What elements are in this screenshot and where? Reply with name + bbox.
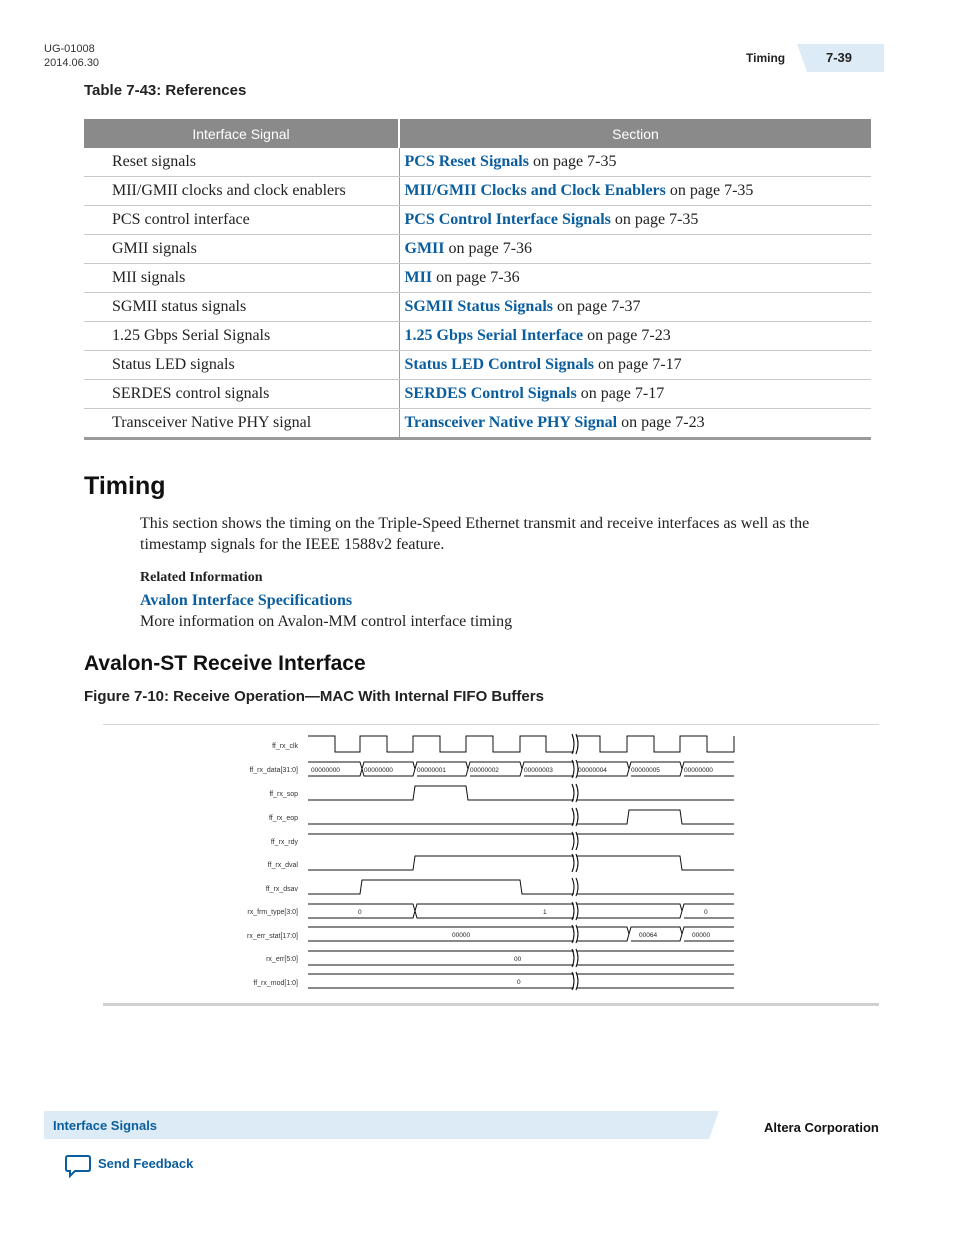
- avalon-heading: Avalon-ST Receive Interface: [84, 652, 366, 675]
- table-row: [84, 380, 871, 409]
- column-header: Section: [399, 119, 871, 148]
- err-stat-waveform: [308, 927, 734, 941]
- err-value: 00: [514, 956, 522, 963]
- timing-heading: Timing: [84, 472, 166, 500]
- signal-cell: SERDES control signals: [84, 380, 399, 409]
- section-link[interactable]: PCS Reset Signals: [404, 153, 529, 170]
- table-row: [84, 409, 871, 439]
- data-value: 00000005: [631, 767, 660, 774]
- frm-type-waveform: [308, 904, 734, 918]
- table-header-row: [84, 119, 871, 148]
- signal-label: ff_rx_clk: [272, 743, 298, 750]
- section-link[interactable]: MII: [404, 269, 433, 286]
- data-value: 00000000: [684, 767, 713, 774]
- err-stat-value: 00064: [639, 932, 658, 939]
- column-header: Interface Signal: [84, 119, 399, 148]
- mod-waveform: [308, 974, 734, 988]
- avalon-spec-link[interactable]: Avalon Interface Specifications: [140, 592, 353, 609]
- speech-bubble-icon[interactable]: [65, 1154, 91, 1178]
- figure-caption: Figure 7-10: Receive Operation—MAC With Internal FIFO Buffers: [84, 688, 544, 705]
- timing-diagram: [240, 732, 740, 994]
- page-ref: on page 7-35: [614, 211, 699, 228]
- page-ref: on page 7-17: [580, 385, 665, 402]
- section-cell: [399, 264, 871, 293]
- send-feedback-link[interactable]: Send Feedback: [98, 1156, 194, 1171]
- section-cell: [399, 148, 871, 177]
- data-value: 00000004: [578, 767, 607, 774]
- signal-cell: Reset signals: [84, 148, 399, 177]
- signal-label: ff_rx_sop: [269, 791, 298, 798]
- section-cell: [399, 351, 871, 380]
- section-link[interactable]: 1.25 Gbps Serial Interface: [404, 327, 584, 344]
- table-row: [84, 206, 871, 235]
- section-cell: [399, 235, 871, 264]
- signal-cell: PCS control interface: [84, 206, 399, 235]
- signal-label: ff_rx_eop: [268, 815, 298, 822]
- section-link[interactable]: SGMII Status Signals: [404, 298, 553, 315]
- signal-label: ff_rx_data[31:0]: [249, 767, 298, 774]
- section-link[interactable]: MII/GMII Clocks and Clock Enablers: [404, 182, 666, 199]
- footer-section-link[interactable]: Interface Signals: [53, 1118, 158, 1133]
- signal-label: ff_rx_dsav: [265, 886, 298, 893]
- figure-bottom-rule: [103, 1003, 879, 1006]
- section-link[interactable]: Status LED Control Signals: [404, 356, 595, 373]
- page-ref: on page 7-35: [532, 153, 617, 170]
- page-ref: on page 7-23: [587, 327, 671, 344]
- eop-waveform: [308, 810, 734, 824]
- table-row: [84, 322, 871, 351]
- signal-label: ff_rx_mod[1:0]: [253, 980, 298, 987]
- data-value: 00000000: [311, 767, 340, 774]
- data-value: 00000003: [524, 767, 553, 774]
- section-cell: [399, 380, 871, 409]
- frm-type-value: 0: [704, 909, 708, 916]
- section-cell: [399, 322, 871, 351]
- data-value: 00000001: [417, 767, 446, 774]
- signal-cell: GMII signals: [84, 235, 399, 264]
- dsav-waveform: [308, 880, 734, 894]
- timing-body-text: This section shows the timing on the Triple-Speed Ethernet transmit and receive interfaces as well as the timestamp signals for the IEEE 1588v2 feature.: [140, 515, 810, 553]
- signal-label: ff_rx_dval: [267, 862, 298, 869]
- section-link[interactable]: Transceiver Native PHY Signal: [404, 414, 618, 431]
- section-link[interactable]: GMII: [404, 240, 445, 257]
- data-value: 00000000: [364, 767, 393, 774]
- table-row: [84, 177, 871, 206]
- page-ref: on page 7-37: [557, 298, 641, 315]
- table-row: [84, 264, 871, 293]
- frm-type-value: 1: [543, 909, 547, 916]
- signal-cell: 1.25 Gbps Serial Signals: [84, 322, 399, 351]
- page-number: 7-39: [826, 50, 853, 65]
- page-ref: on page 7-23: [621, 414, 705, 431]
- data-value: 00000002: [470, 767, 499, 774]
- figure-top-rule: [103, 724, 879, 725]
- footer-company: Altera Corporation: [764, 1120, 879, 1135]
- document-id: [44, 42, 99, 70]
- table-row: [84, 148, 871, 177]
- signal-label: rx_frm_type[3:0]: [247, 909, 298, 916]
- section-link[interactable]: PCS Control Interface Signals: [404, 211, 611, 228]
- table-row: [84, 235, 871, 264]
- doc-number: UG-01008: [44, 43, 95, 55]
- page-ref: on page 7-17: [598, 356, 682, 373]
- related-information-heading: Related Information: [140, 570, 263, 585]
- page-ref: on page 7-36: [448, 240, 533, 257]
- related-description: More information on Avalon-MM control interface timing: [140, 613, 513, 630]
- signal-cell: Transceiver Native PHY signal: [84, 409, 399, 439]
- header-section-title: Timing: [746, 51, 786, 65]
- signal-label: rx_err_stat[17:0]: [247, 933, 298, 940]
- dval-waveform: [308, 856, 734, 870]
- signal-cell: Status LED signals: [84, 351, 399, 380]
- signal-cell: SGMII status signals: [84, 293, 399, 322]
- section-cell: [399, 177, 871, 206]
- section-cell: [399, 293, 871, 322]
- table-row: [84, 293, 871, 322]
- err-stat-value: 00000: [692, 932, 711, 939]
- signal-label: ff_rx_rdy: [270, 839, 298, 846]
- section-link[interactable]: SERDES Control Signals: [404, 385, 577, 402]
- table-caption: Table 7-43: References: [84, 82, 247, 99]
- section-cell: [399, 206, 871, 235]
- signal-cell: MII signals: [84, 264, 399, 293]
- doc-date: 2014.06.30: [44, 57, 100, 69]
- mod-value: 0: [517, 979, 521, 986]
- signal-label: rx_err[5:0]: [266, 956, 298, 963]
- sop-waveform: [308, 786, 734, 800]
- page-ref: on page 7-35: [669, 182, 754, 199]
- clk-waveform: [308, 736, 734, 752]
- page-ref: on page 7-36: [436, 269, 520, 286]
- references-table: [84, 119, 871, 440]
- frm-type-value: 0: [358, 909, 362, 916]
- table-row: [84, 351, 871, 380]
- signal-cell: MII/GMII clocks and clock enablers: [84, 177, 399, 206]
- err-stat-value: 00000: [452, 932, 471, 939]
- section-cell: [399, 409, 871, 439]
